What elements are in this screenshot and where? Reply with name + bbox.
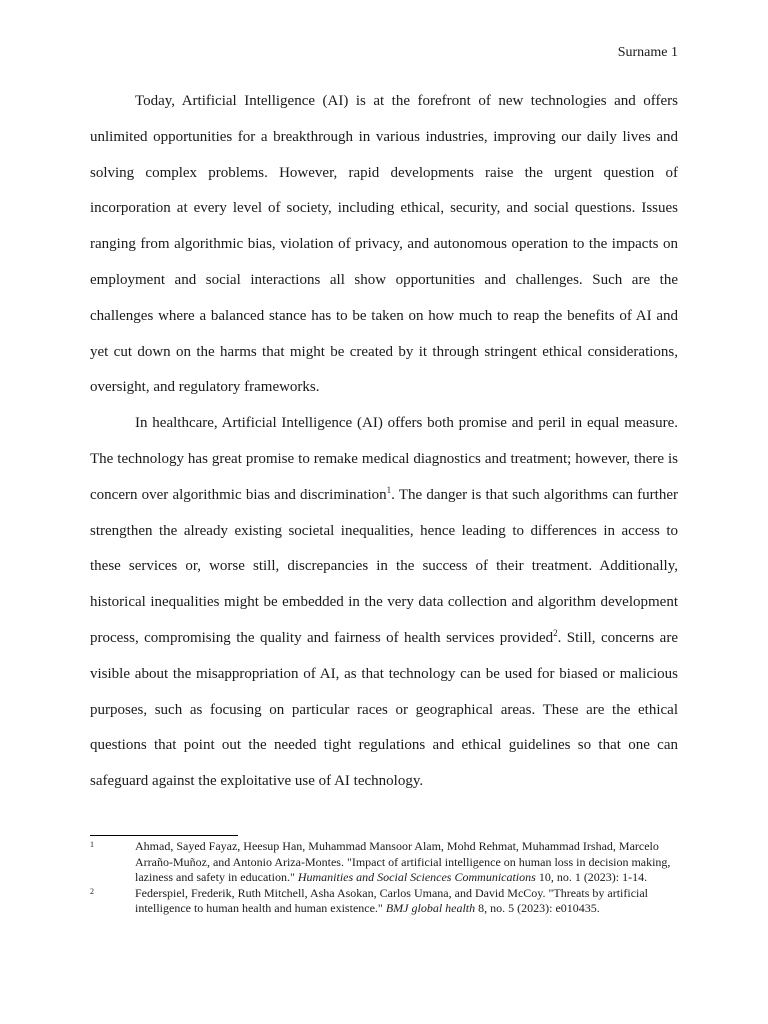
paragraph-1: Today, Artificial Intelligence (AI) is at the forefront of new technologies and offers unlimited opportunities for a breakthrough in various industries, improving our daily lives and solving complex problems. However, rapid developments raise the urgent question of incorporation at every level of society, including ethical, security, and social questions. Issues ranging from algorithmic bias, violation of privacy, and autonomous operation to the impacts on employment and social interactions all show opportunities and challenges. Such are the challenges where a balanced stance has to be taken on how much to reap the benefits of AI and yet cut down on the harms that might be created by it through stringent ethical considerations, oversight, and regulatory frameworks. bbox=[90, 93, 678, 396]
footnotes bbox=[90, 839, 680, 917]
paragraph-2-part-c: . Still, concerns are visible about the misappropriation of AI, as that technology can be used for biased or malicious purposes, such as focusing on particular races or geographical areas. These are the ethical questions that point out the needed tight regulations and ethical guidelines so that one can safeguard against the exploitative use of AI technology. bbox=[90, 629, 678, 790]
footnote-ref-1[interactable]: 1 bbox=[386, 484, 392, 495]
paragraph-2 bbox=[90, 406, 678, 800]
footnote-journal: BMJ global health bbox=[385, 901, 476, 915]
footnote-citation-end: 8, no. 5 (2023): e010435. bbox=[475, 901, 600, 915]
footnote-citation-end: 10, no. 1 (2023): 1-14. bbox=[535, 870, 648, 884]
footnote-citation: Ahmad, Sayed Fayaz, Heesup Han, Muhammad Mansoor Alam, Mohd Rehmat, Muhammad Irshad, Marcelo Arraño-Muñoz, and Antonio Ariza-Montes. "Impact of artificial intelligence on human loss in decision making, laziness and safety in education." bbox=[135, 839, 671, 884]
paragraph-2-part-b: . The danger is that such algorithms can further strengthen the already existing societal inequalities, hence leading to differences in access to these services or, worse still, discrepancies in the success of their treatment. Additionally, historical inequalities might be embedded in the very data collection and algorithm development process, compromising the quality and fairness of health services provided bbox=[90, 486, 678, 646]
main-text bbox=[90, 84, 678, 800]
footnote-journal: Humanities and Social Sciences Communications bbox=[297, 870, 536, 884]
footnote-text bbox=[135, 839, 680, 886]
footnote-separator bbox=[90, 835, 238, 836]
footnote-1 bbox=[90, 839, 680, 886]
footnote-number: 1 bbox=[90, 840, 94, 849]
paragraph-2-part-a: In healthcare, Artificial Intelligence (AI) offers both promise and peril in equal measure. The technology has great promise to remake medical diagnostics and treatment; however, there is concern over algorithmic bias and discrimination bbox=[90, 415, 678, 503]
footnote-text bbox=[135, 886, 680, 917]
footnote-2 bbox=[90, 886, 680, 917]
footnote-ref-2[interactable]: 2 bbox=[553, 627, 558, 638]
footnote-number: 2 bbox=[90, 886, 94, 896]
running-head: Surname 1 bbox=[617, 45, 678, 60]
footnote-citation: Federspiel, Frederik, Ruth Mitchell, Asha Asokan, Carlos Umana, and David McCoy. "Threats by artificial intelligence to human health and human existence." bbox=[135, 885, 649, 915]
